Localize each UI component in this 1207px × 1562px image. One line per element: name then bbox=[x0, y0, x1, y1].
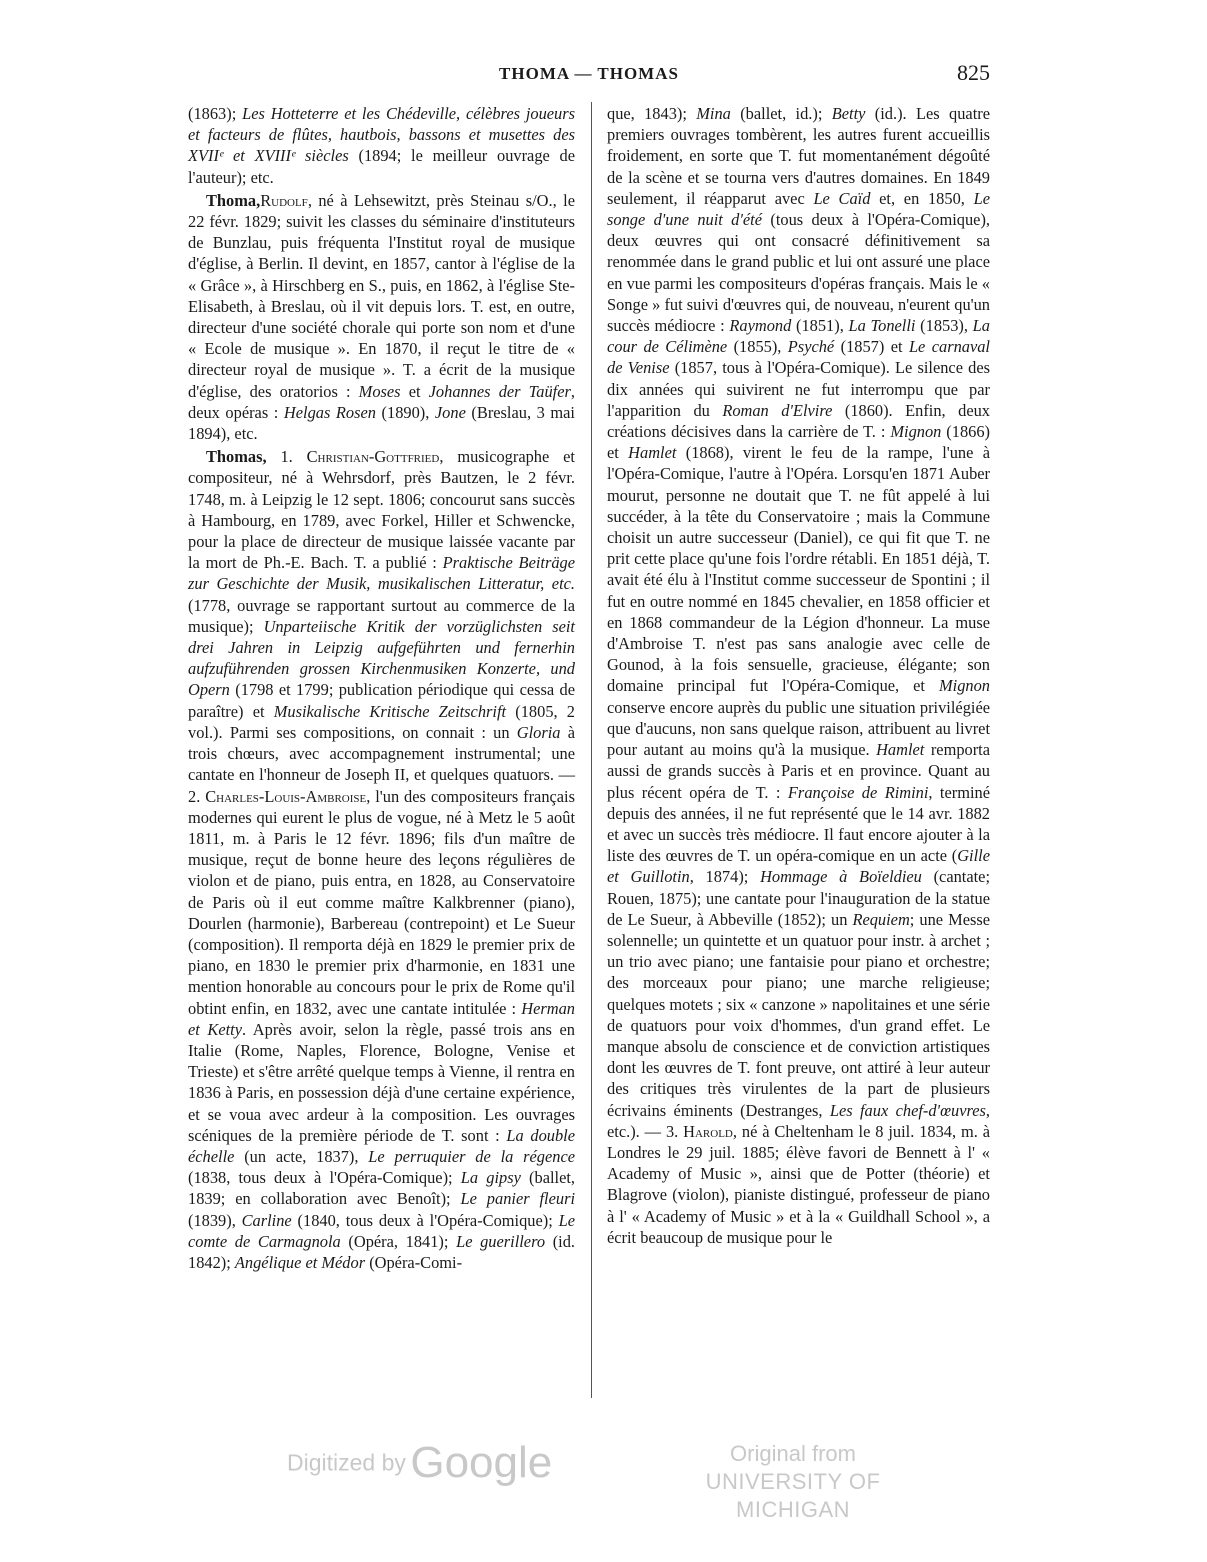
digitized-by-label: Digitized by bbox=[287, 1449, 406, 1476]
title-italic: Les Hotteterre et les Chédeville, célèbres joueurs et facteurs de flûtes, hautbois, bassons et musettes des XVIIᵉ et XVIIIᵉ siècles bbox=[188, 104, 575, 166]
entry-thomas-continued: que, 1843); Mina (ballet, id.); Betty (id.). Les quatre premiers ouvrages tombèrent, les autres furent accueillis froidement, en sorte que T. fut momentanément dégoûté de la scène et se tourna vers d'autres domaines. En 1849 seulement, il réapparut avec Le Caïd et, en 1850, Le songe d'une nuit d'été (tous deux à l'Opéra-Comique), deux œuvres qui ont consacré définitivement sa renommée dans le grand public et lui ont assuré une place en vue parmi les compositeurs d'opéras français. Mais le « Songe » fut suivi d'œuvres qui, de nouveau, n'eurent qu'un succès médiocre : Raymond (1851), La Tonelli (1853), La cour de Célimène (1855), Psyché (1857) et Le carnaval de Venise (1857, tous à l'Opéra-Comique). Le silence des dix années qui suivirent ne fut interrompu que par l'apparition du Roman d'Elvire (1860). Enfin, deux créations décisives dans la carrière de T. : Mignon (1866) et Hamlet (1868), virent le feu de la rampe, l'une à l'Opéra-Comique, l'autre à l'Opéra. Lorsqu'en 1871 Auber mourut, personne ne doutait que T. ne fût appelé à lui succéder, à la tête du Conservatoire ; mais la Commune choisit un autre successeur (Daniel), ce qui fit que T. ne prit cette place qu'une fois l'ordre rétabli. En 1851 déjà, T. avait été élu à l'Institut comme successeur de Spontini ; il fut en outre nommé en 1845 chevalier, en 1858 officier et en 1868 commandeur de la Légion d'honneur. La muse d'Ambroise T. n'est pas sans analogie avec celle de Gounod, à la fois sensuelle, gracieuse, élégante; son domaine principal fut l'Opéra-Comique, et Mignon conserve encore auprès du public une situation privilégiée que d'aucuns, non sans quelque raison, attribuent au livret pour autant au moins qu'à la musique. Hamlet remporta aussi de grands succès à Paris et en province. Quant au plus récent opéra de T. : Françoise de Rimini, terminé depuis des années, il ne fut représenté que le 14 avr. 1882 et avec un succès très médiocre. Il faut encore ajouter à la liste des œuvres de T. un opéra-comique en un acte (Gille et Guillotin, 1874); Hommage à Boïeldieu (cantate; Rouen, 1875); une cantate pour l'inauguration de la statue de Le Sueur, à Abbeville (1852); un Requiem; une Messe solennelle; un quintette et un quatuor pour instr. à archet ; un trio avec piano; une fantaisie pour piano et orchestre; des morceaux pour piano; une marche religieuse; quelques motets ; six « canzone » napolitaines et une série de quatuors pour voix d'hommes, d'un grand effet. Le manque absolu de conscience et de conviction artistiques dont les œuvres de T. font preuve, ont attiré à leur auteur des critiques très virulentes de la part de plusieurs écrivains éminents (Destranges, Les faux chef-d'œuvres, etc.). — 3. Harold, né à Cheltenham le 8 juil. 1834, m. à Londres le 29 juil. 1885; élève favori de Bennett à l' « Academy of Music », ainsi que de Potter (théorie) et Blagrove (violon), pianiste distingué, professeur de piano à l' « Academy of Music » et à la « Guildhall School », a écrit beaucoup de musique pour le bbox=[607, 104, 991, 1247]
original-from-label: Original from bbox=[730, 1441, 856, 1466]
running-head: THOMA — THOMAS bbox=[499, 64, 679, 83]
entry-thoma-rudolf: Thoma,Rudolf, né à Lehsewitzt, près Steinau s/O., le 22 févr. 1829; suivit les classes du séminaire d'instituteurs de Bunzlau, puis fréquenta l'Institut royal de musique d'église, à Berlin. Il devint, en 1857, cantor à l'église de la « Grâce », à Hirschberg en S., puis, en 1862, à l'église Ste-Elisabeth, à Breslau, où il vit depuis lors. T. est, en outre, directeur d'une société chorale qui porte son nom et d'une « Ecole de musique ». En 1870, il reçut le titre de « directeur royal de musique ». T. a écrit de la musique d'église, des oratorios : Moses et Johannes der Taüfer, deux opéras : Helgas Rosen (1890), Jone (Breslau, 3 mai 1894), etc. bbox=[188, 190, 575, 444]
entry-headword: Thoma, bbox=[206, 190, 261, 210]
entry-firstname: Harold bbox=[683, 1121, 733, 1141]
column-divider bbox=[591, 102, 592, 1398]
page-number: 825 bbox=[957, 60, 990, 85]
left-column bbox=[188, 103, 575, 1273]
entry-firstname: Rudolf bbox=[260, 190, 308, 210]
entry-headword: Thomas, bbox=[206, 447, 267, 467]
entry-thomas: Thomas, 1. Christian-Gottfried, musicographe et compositeur, né à Wehrsdorf, près Bautzen, le 2 févr. 1748, m. à Leipzig le 12 sept. 1806; concourut sans succès à Hambourg, en 1789, avec Forkel, Hiller et Schwencke, pour la place de directeur de musique laissée vacante par la mort de Ph.-E. Bach. T. a publié : Praktische Beiträge zur Geschichte der Musik, musikalischen Litteratur, etc. (1778, ouvrage se rapportant surtout au commerce de la musique); Unparteiische Kritik der vorzüglichsten seit drei Jahren in Leipzig aufgeführten und fernerhin aufzuführenden grossen Kirchenmusiken Konzerte, und Opern (1798 et 1799; publication périodique qui cessa de paraître) et Musikalische Kritische Zeitschrift (1805, 2 vol.). Parmi ses compositions, on connait : un Gloria à trois chœurs, avec accompagnement instrumental; une cantate en l'honneur de Joseph II, et quelques quatuors. — 2. Charles-Louis-Ambroise, l'un des compositeurs français modernes qui eurent le plus de vogue, né à Metz le 5 août 1811, m. à Paris le 12 févr. 1896; fils d'un maître de musique, reçut de bonne heure des leçons régulières de violon et de piano, puis entra, en 1828, au Conservatoire de Paris où il eut comme maître Kalkbrenner (piano), Dourlen (harmonie), Barbereau (contrepoint) et Le Sueur (composition). Il remporta déjà en 1829 le premier prix de piano, en 1830 le premier prix d'harmonie, en 1831 une mention honorable au concours pour le prix de Rome qu'il obtint enfin, en 1832, avec une cantate intitulée : Herman et Ketty. Après avoir, selon la règle, passé trois ans en Italie (Rome, Naples, Florence, Bologne, Venise et Trieste) et s'être arrêté quelque temps à Vienne, il rentra en 1836 à Paris, en possession déjà d'une certaine expérience, et se voua avec ardeur à la composition. Les ouvrages scéniques de la première période de T. sont : La double échelle (un acte, 1837), Le perruquier de la régence (1838, tous deux à l'Opéra-Comique); La gipsy (ballet, 1839; en collaboration avec Benoît); Le panier fleuri (1839), Carline (1840, tous deux à l'Opéra-Comique); Le comte de Carmagnola (Opéra, 1841); Le guerillero (id. 1842); Angélique et Médor (Opéra-Comi- bbox=[188, 447, 576, 1272]
page-header bbox=[188, 60, 990, 92]
paragraph-hotteterre: (1863); Les Hotteterre et les Chédeville, célèbres joueurs et facteurs de flûtes, hautbois, bassons et musettes des XVIIᵉ et XVIIIᵉ siècles (1894; le meilleur ouvrage de l'auteur); etc. bbox=[188, 104, 576, 187]
entry-firstname: Charles-Louis-Ambroise bbox=[205, 786, 367, 806]
entry-firstname: Christian-Gottfried bbox=[306, 447, 440, 467]
digitized-by-google-watermark bbox=[287, 1438, 552, 1488]
original-from-watermark bbox=[668, 1440, 918, 1524]
university-label: UNIVERSITY OF MICHIGAN bbox=[705, 1469, 881, 1522]
google-logo: Google bbox=[410, 1438, 553, 1487]
right-column bbox=[607, 103, 990, 1248]
